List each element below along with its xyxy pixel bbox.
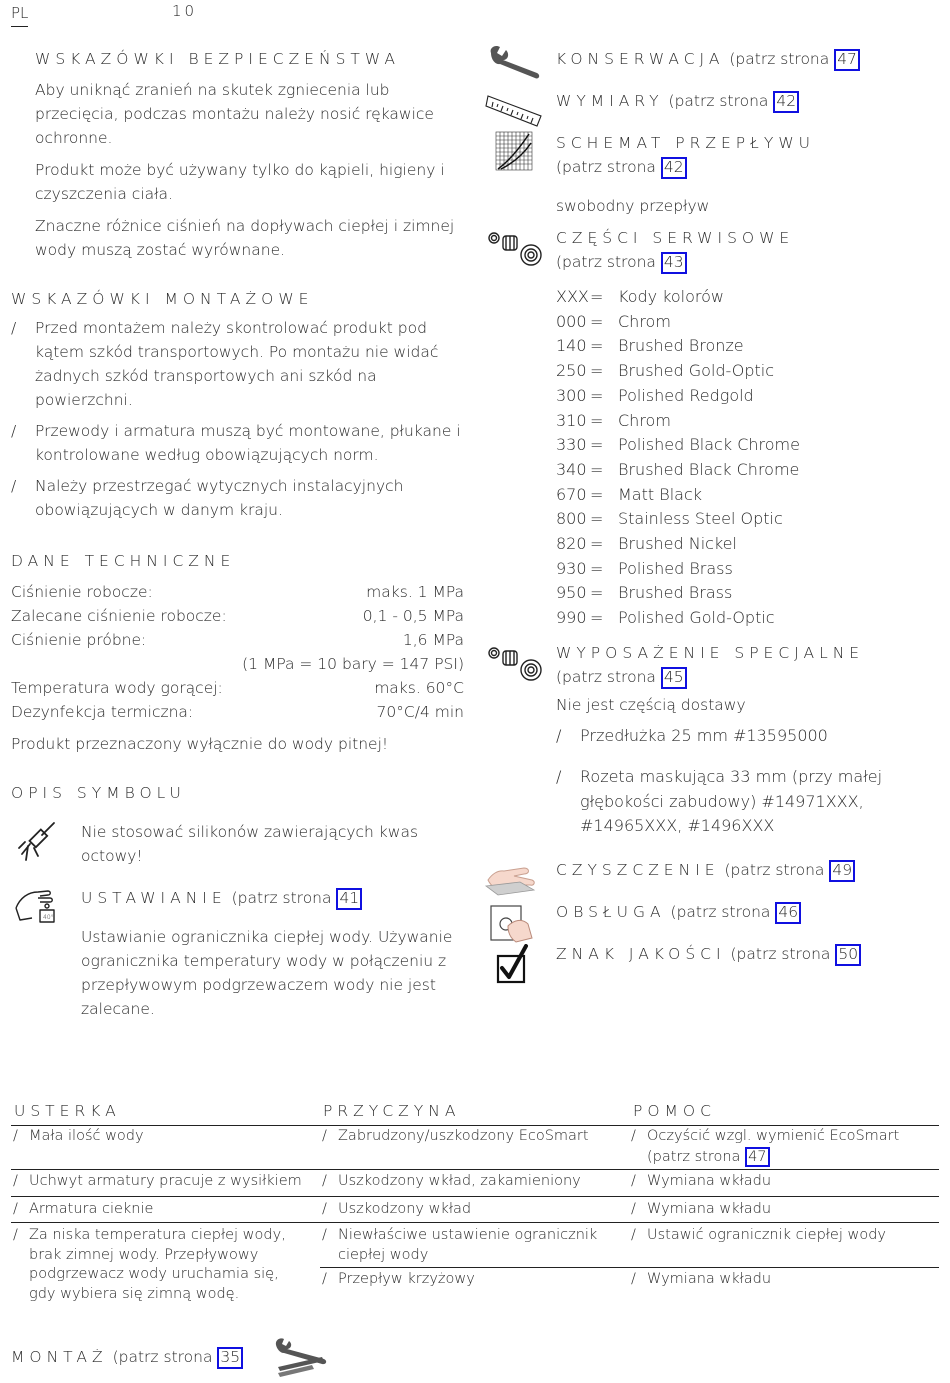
obsluga-heading: OBSŁUGA (patrz strona 46 <box>556 900 801 924</box>
safety-text <box>35 78 467 262</box>
color-name: Polished Gold-Optic <box>618 608 775 628</box>
color-name: Polished Redgold <box>618 385 754 405</box>
ustawianie-text: Ustawianie ogranicznika ciepłej wody. Używanie ogranicznika temperatury wody w połączeniu z przepływowym podgrzewaczem wody nie jest zalecane. <box>81 928 453 1019</box>
row-divider <box>320 1267 939 1268</box>
schemat-heading: SCHEMAT PRZEPŁYWU (patrz strona 42 <box>556 131 886 179</box>
page-number: 10 <box>172 2 198 20</box>
color-name: Polished Black Chrome <box>618 435 800 455</box>
safety-paragraph: Znaczne różnice ciśnień na dopływach ciepłej i zimnej wody muszą zostać wyrównane. <box>35 217 455 260</box>
wrench-icon <box>485 45 543 83</box>
operation-hand-icon <box>488 902 536 944</box>
color-name: Chrom <box>618 311 671 331</box>
tech-row: Ciśnienie robocze: maks. 1 MPa <box>11 583 464 601</box>
safety-paragraph: Produkt może być używany tylko do kąpieli, higieny i czyszczenia ciała. <box>35 161 445 204</box>
page-link-42[interactable]: 42 <box>661 157 687 179</box>
color-name: Brushed Bronze <box>618 336 744 356</box>
page-link-43[interactable]: 43 <box>661 252 687 274</box>
list-item: / Przewody i armatura muszą być montowane, płukane i kontrolowane według obowiązujących norm. <box>11 422 461 465</box>
list-item: / Rozeta maskująca 33 mm (przy małej głębokości zabudowy) #14971XXX, #14965XXX, #1496XXX <box>556 766 883 836</box>
color-code: 250 <box>556 361 587 381</box>
color-code-row <box>556 334 800 359</box>
table-cell: / Ustawić ogranicznik ciepłej wody <box>631 1227 886 1243</box>
table-cell: / Oczyścić wzgl. wymienić EcoSmart (patrz strona 47 <box>631 1127 947 1167</box>
equals-sign: = <box>590 558 604 578</box>
tech-row: (1 MPa = 10 bary = 147 PSI) <box>242 655 464 674</box>
table-cell: / Zabrudzony/uszkodzony EcoSmart <box>322 1128 589 1144</box>
svg-text:40°: 40° <box>43 914 54 921</box>
color-code-row <box>556 409 800 434</box>
table-cell: / Uszkodzony wkład <box>322 1201 472 1217</box>
page-link-35[interactable]: 35 <box>217 1347 243 1369</box>
mounting-hints-list <box>11 316 463 522</box>
equals-sign: = <box>590 385 604 405</box>
symbols-title: OPIS SYMBOLU <box>11 784 186 802</box>
page-link-47[interactable]: 47 <box>745 1147 769 1168</box>
color-code: 820 <box>556 534 587 554</box>
color-name: Polished Brass <box>618 558 733 578</box>
row-divider <box>11 1196 939 1197</box>
table-cell: / Mała ilość wody <box>13 1128 144 1144</box>
table-cell: / Za niska temperatura ciepłej wody, brak zimnej wody. Przepływowy podgrzewacz wody uruchamia się, gdy wybiera się zimną wodę. <box>13 1227 286 1302</box>
mounting-hints-title: WSKAZÓWKI MONTAŻOWE <box>11 290 314 308</box>
color-name: Kody kolorów <box>618 287 725 306</box>
equals-sign: = <box>590 435 604 455</box>
row-divider <box>11 1125 939 1126</box>
tech-table <box>11 580 464 756</box>
column-header-pomoc: POMOC <box>633 1102 716 1120</box>
table-cell: / Niewłaściwe ustawienie ogranicznik ciepłej wody <box>322 1227 598 1263</box>
table-cell: / Uchwyt armatury pracuje z wysiłkiem <box>13 1173 302 1189</box>
czyszczenie-heading: CZYSZCZENIE (patrz strona 49 <box>556 858 855 882</box>
flow-chart-icon <box>495 131 533 171</box>
equals-sign: = <box>590 311 604 331</box>
color-name: Matt Black <box>618 484 703 504</box>
wymiary-heading: WYMIARY (patrz strona 42 <box>556 89 799 113</box>
color-code-row <box>556 433 800 458</box>
color-code: 000 <box>556 311 587 331</box>
color-code-row <box>556 483 800 508</box>
wyposazenie-note: Nie jest częścią dostawy <box>556 696 746 714</box>
row-divider <box>11 1169 939 1170</box>
color-code-row <box>556 581 800 606</box>
tools-icon <box>272 1337 330 1377</box>
ustawianie-title: USTAWIANIE <box>81 889 227 907</box>
color-code-row <box>556 606 800 631</box>
page-link-49[interactable]: 49 <box>829 860 855 882</box>
equals-sign: = <box>590 509 604 529</box>
page-link-50[interactable]: 50 <box>835 944 861 966</box>
silicone-warning: Nie stosować silikonów zawierających kwas octowy! <box>81 823 419 866</box>
color-name: Brushed Black Chrome <box>618 459 800 479</box>
page-link-46[interactable]: 46 <box>775 902 801 924</box>
color-code: 340 <box>556 459 587 479</box>
equals-sign: = <box>590 608 604 628</box>
color-code: 140 <box>556 336 587 356</box>
service-parts-icon <box>486 228 544 268</box>
color-name: Brushed Gold-Optic <box>618 361 775 381</box>
cleaning-hand-icon <box>484 858 542 896</box>
ruler-icon <box>485 88 543 128</box>
color-code: 800 <box>556 509 587 529</box>
column-header-usterka: USTERKA <box>14 1102 121 1120</box>
czesci-heading: CZĘŚCI SERWISOWE (patrz strona 43 <box>556 226 886 274</box>
table-cell: / Uszkodzony wkład, zakamieniony <box>322 1173 581 1189</box>
wyposazenie-list <box>556 724 891 839</box>
color-code-row <box>556 285 800 310</box>
color-code-row <box>556 557 800 582</box>
color-code: 330 <box>556 435 587 455</box>
color-name: Brushed Brass <box>618 583 733 603</box>
page-link-45[interactable]: 45 <box>661 667 687 689</box>
color-code-row <box>556 384 800 409</box>
tech-row: Zalecane ciśnienie robocze: 0,1 - 0,5 MPa <box>11 607 464 626</box>
table-cell: / Wymiana wkładu <box>631 1201 772 1217</box>
color-code: XXX <box>556 287 589 306</box>
color-code: 990 <box>556 608 587 628</box>
tech-note: Produkt przeznaczony wyłącznie do wody pitnej! <box>11 735 389 754</box>
color-code-row <box>556 532 800 557</box>
color-code: 300 <box>556 385 587 405</box>
color-name: Stainless Steel Optic <box>618 509 783 529</box>
equals-sign: = <box>590 410 604 430</box>
color-code: 670 <box>556 484 587 504</box>
table-cell: / Armatura cieknie <box>13 1201 154 1217</box>
color-code-row <box>556 507 800 532</box>
color-code-row <box>556 310 800 335</box>
equals-sign: = <box>590 459 604 479</box>
color-name: Chrom <box>618 410 671 430</box>
page-link-42[interactable]: 42 <box>773 91 799 113</box>
color-code: 930 <box>556 558 587 578</box>
color-codes-list <box>556 285 800 631</box>
list-item: / Należy przestrzegać wytycznych instalacyjnych obowiązujących w danym kraju. <box>11 477 404 520</box>
list-item: / Przed montażem należy skontrolować produkt pod kątem szkód transportowych. Po montażu nie widać żadnych szkód transportowych ani szkód na powierzchni. <box>11 319 439 410</box>
page-ref-label: (patrz strona <box>231 889 332 907</box>
equals-sign: = <box>590 336 604 356</box>
equals-sign: = <box>590 287 604 306</box>
quality-checkmark-icon <box>496 944 530 984</box>
konserwacja-heading: KONSERWACJA (patrz strona 47 <box>556 47 860 71</box>
schemat-note: swobodny przepływ <box>556 197 710 215</box>
equals-sign: = <box>590 534 604 554</box>
special-equipment-icon <box>486 643 544 683</box>
column-header-przyczyna: PRZYCZYNA <box>323 1102 461 1120</box>
equals-sign: = <box>590 583 604 603</box>
language-code: PL <box>11 2 28 27</box>
color-code-row <box>556 458 800 483</box>
page-link-47[interactable]: 47 <box>834 49 860 71</box>
tech-row: Dezynfekcja termiczna: 70°C/4 min <box>11 703 464 722</box>
equals-sign: = <box>590 361 604 381</box>
table-cell: / Wymiana wkładu <box>631 1173 772 1189</box>
znak-heading: ZNAK JAKOŚCI (patrz strona 50 <box>556 942 861 966</box>
equals-sign: = <box>590 484 604 504</box>
color-name: Brushed Nickel <box>618 534 737 554</box>
color-code: 310 <box>556 410 587 430</box>
color-code-row <box>556 359 800 384</box>
wyposazenie-heading: WYPOSAŻENIE SPECJALNE (patrz strona 45 <box>556 641 896 689</box>
montaz-heading: MONTAŻ (patrz strona 35 <box>11 1345 243 1369</box>
list-item: / Przedłużka 25 mm #13595000 <box>556 726 828 745</box>
page-link-41[interactable]: 41 <box>336 888 362 910</box>
ustawianie-heading <box>81 886 362 910</box>
safety-title: WSKAZÓWKI BEZPIECZEŃSTWA <box>35 50 400 68</box>
tech-title: DANE TECHNICZNE <box>11 552 236 570</box>
adjust-hand-icon <box>14 886 60 928</box>
row-divider <box>11 1222 939 1223</box>
tech-row: Ciśnienie próbne: 1,6 MPa <box>11 631 464 650</box>
safety-paragraph: Aby uniknąć zranień na skutek zgniecenia lub przecięcia, podczas montażu należy nosić rękawice ochronne. <box>35 81 434 148</box>
silicone-gun-icon <box>16 820 62 862</box>
color-code: 950 <box>556 583 587 603</box>
tech-row: Temperatura wody gorącej: maks. 60°C <box>11 679 464 698</box>
table-cell: / Wymiana wkładu <box>631 1271 772 1287</box>
table-cell: / Przepływ krzyżowy <box>322 1271 475 1287</box>
